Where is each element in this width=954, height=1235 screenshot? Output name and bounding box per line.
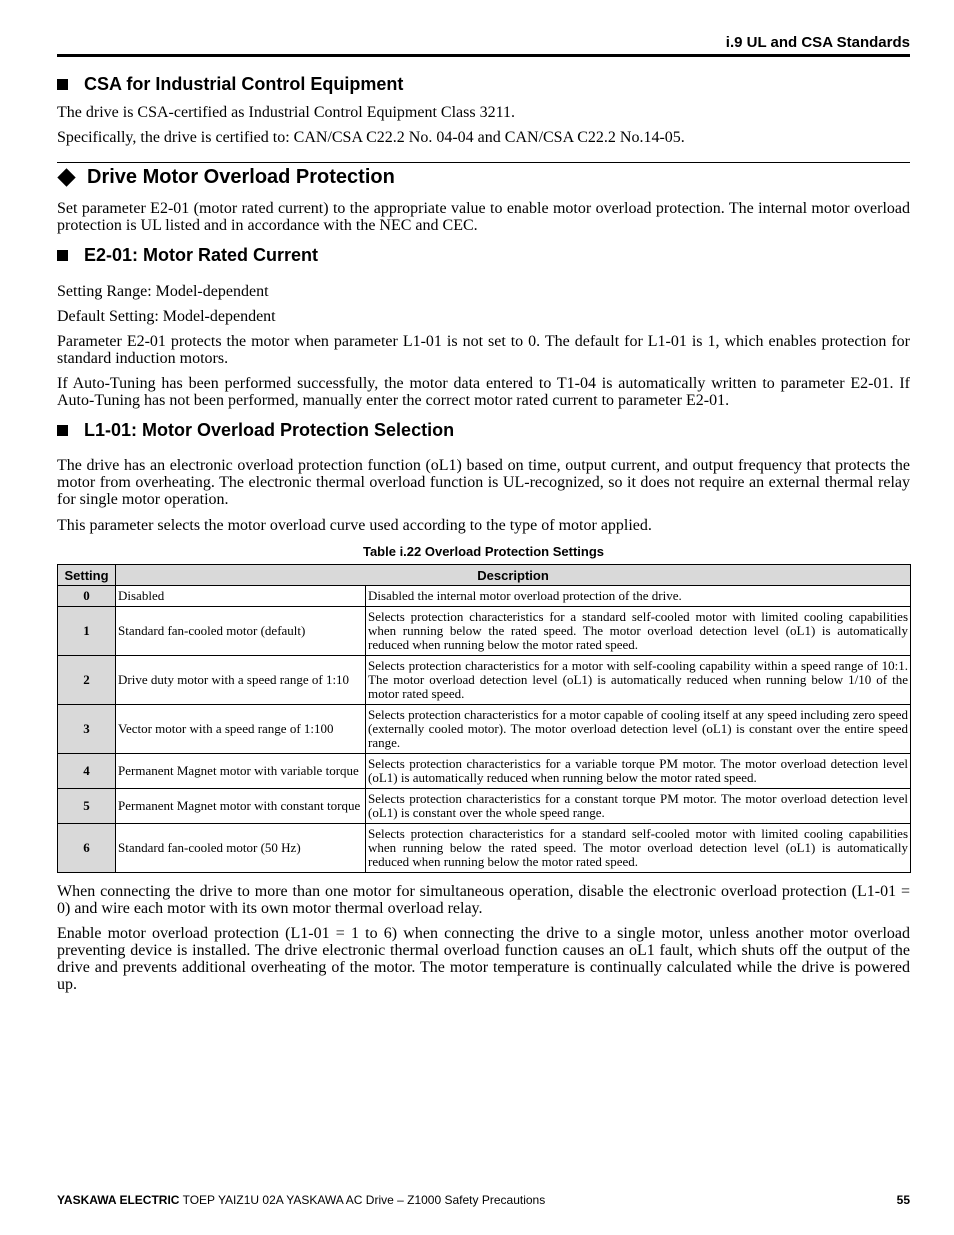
- table-caption: Table i.22 Overload Protection Settings: [362, 544, 605, 559]
- e201-setting-range: Setting Range: Model-dependent: [57, 283, 269, 300]
- setting-cell: 6: [58, 824, 116, 873]
- description-cell: Selects protection characteristics for a constant torque PM motor. The motor overload detection level (oL1) is constant over the whole speed range.: [366, 789, 911, 824]
- table-row: [58, 754, 911, 789]
- e201-heading-text: E2-01: Motor Rated Current: [84, 245, 319, 265]
- motor-type-cell: Vector motor with a speed range of 1:100: [116, 705, 366, 754]
- table-header-row: [58, 565, 911, 586]
- e201-paragraph-1: Parameter E2-01 protects the motor when parameter L1-01 is not set to 0. The default for L1-01 is 1, which enables protection for standard induction motors.: [57, 333, 910, 367]
- square-bullet-icon: [57, 425, 68, 436]
- overload-settings-table: [57, 564, 911, 873]
- e201-heading: [57, 245, 318, 266]
- motor-type-cell: Permanent Magnet motor with constant torque: [116, 789, 366, 824]
- setting-cell: 1: [58, 607, 116, 656]
- motor-type-cell: Standard fan-cooled motor (50 Hz): [116, 824, 366, 873]
- e201-paragraph-2: If Auto-Tuning has been performed successfully, the motor data entered to T1-04 is automatically written to parameter E2-01. If Auto-Tuning has not been performed, manually enter the correct motor rated current to parameter E2-01.: [57, 375, 910, 409]
- table-row: [58, 656, 911, 705]
- section-heading: [57, 166, 395, 189]
- description-cell: Selects protection characteristics for a motor with self-cooling capability within a speed range of 10:1. The motor overload detection level (oL1) is automatically reduced when running below 1/10 of the motor rated speed.: [366, 656, 911, 705]
- setting-cell: 0: [58, 586, 116, 607]
- diamond-bullet-icon: [57, 168, 75, 186]
- motor-type-cell: Disabled: [116, 586, 366, 607]
- description-cell: Selects protection characteristics for a motor capable of cooling itself at any speed including zero speed (externally cooled motor). The motor overload detection level (oL1) is constant over the entire speed range.: [366, 705, 911, 754]
- running-head: i.9 UL and CSA Standards: [725, 34, 910, 51]
- footer-brand: YASKAWA ELECTRIC: [57, 1193, 180, 1207]
- column-header-description: Description: [116, 565, 911, 586]
- header-rule: [57, 54, 910, 57]
- section-heading-text: Drive Motor Overload Protection: [87, 166, 395, 188]
- table-row: [58, 824, 911, 873]
- l101-heading: [57, 420, 454, 441]
- setting-cell: 4: [58, 754, 116, 789]
- column-header-setting: Setting: [58, 565, 116, 586]
- csa-paragraph-2: Specifically, the drive is certified to: CAN/CSA C22.2 No. 04-04 and CAN/CSA C22.2 No.14-05.: [57, 129, 685, 146]
- motor-type-cell: Drive duty motor with a speed range of 1:10: [116, 656, 366, 705]
- description-cell: Selects protection characteristics for a standard self-cooled motor with limited cooling capabilities when running below the rated speed. The motor overload detection level (oL1) is automatically reduced when running below the motor rated speed.: [366, 824, 911, 873]
- table-row: [58, 789, 911, 824]
- csa-heading: [57, 74, 403, 95]
- l101-paragraph-2: This parameter selects the motor overload curve used according to the type of motor applied.: [57, 517, 652, 534]
- setting-cell: 5: [58, 789, 116, 824]
- motor-type-cell: Permanent Magnet motor with variable torque: [116, 754, 366, 789]
- l101-paragraph-1: The drive has an electronic overload protection function (oL1) based on time, output current, and output frequency that protects the motor from overheating. The electronic thermal overload function is UL-recognized, so it does not require an external thermal relay for single motor operation.: [57, 457, 910, 508]
- csa-paragraph-1: The drive is CSA-certified as Industrial Control Equipment Class 3211.: [57, 104, 515, 121]
- l101-heading-text: L1-01: Motor Overload Protection Selection: [84, 420, 455, 440]
- setting-cell: 2: [58, 656, 116, 705]
- table-row: [58, 607, 911, 656]
- page-footer: [57, 1193, 910, 1207]
- csa-heading-text: CSA for Industrial Control Equipment: [84, 74, 404, 94]
- description-cell: Selects protection characteristics for a standard self-cooled motor with limited cooling capabilities when running below the rated speed. The motor overload detection level (oL1) is automatically reduced when running below the motor rated speed.: [366, 607, 911, 656]
- footer-document-title: TOEP YAIZ1U 02A YASKAWA AC Drive – Z1000 Safety Precautions: [179, 1193, 546, 1207]
- page-number: 55: [896, 1193, 910, 1207]
- square-bullet-icon: [57, 250, 68, 261]
- table-row: [58, 586, 911, 607]
- after-paragraph-1: When connecting the drive to more than one motor for simultaneous operation, disable the electronic overload protection (L1-01 = 0) and wire each motor with its own motor thermal overload relay.: [57, 883, 910, 917]
- e201-default-setting: Default Setting: Model-dependent: [57, 308, 276, 325]
- motor-type-cell: Standard fan-cooled motor (default): [116, 607, 366, 656]
- section-rule: [57, 162, 910, 163]
- setting-cell: 3: [58, 705, 116, 754]
- square-bullet-icon: [57, 79, 68, 90]
- document-page: [57, 0, 910, 1235]
- after-paragraph-2: Enable motor overload protection (L1-01 = 1 to 6) when connecting the drive to a single motor, unless another motor overload preventing device is installed. The drive electronic thermal overload function causes an oL1 fault, which shuts off the output of the drive and prevents additional overheating of the motor. The motor temperature is continually calculated while the drive is powered up.: [57, 925, 910, 993]
- section-intro: Set parameter E2-01 (motor rated current) to the appropriate value to enable motor overload protection. The internal motor overload protection is UL listed and in accordance with the NEC and CEC.: [57, 200, 910, 234]
- description-cell: Disabled the internal motor overload protection of the drive.: [366, 586, 911, 607]
- description-cell: Selects protection characteristics for a variable torque PM motor. The motor overload detection level (oL1) is automatically reduced when running below the motor rated speed.: [366, 754, 911, 789]
- table-row: [58, 705, 911, 754]
